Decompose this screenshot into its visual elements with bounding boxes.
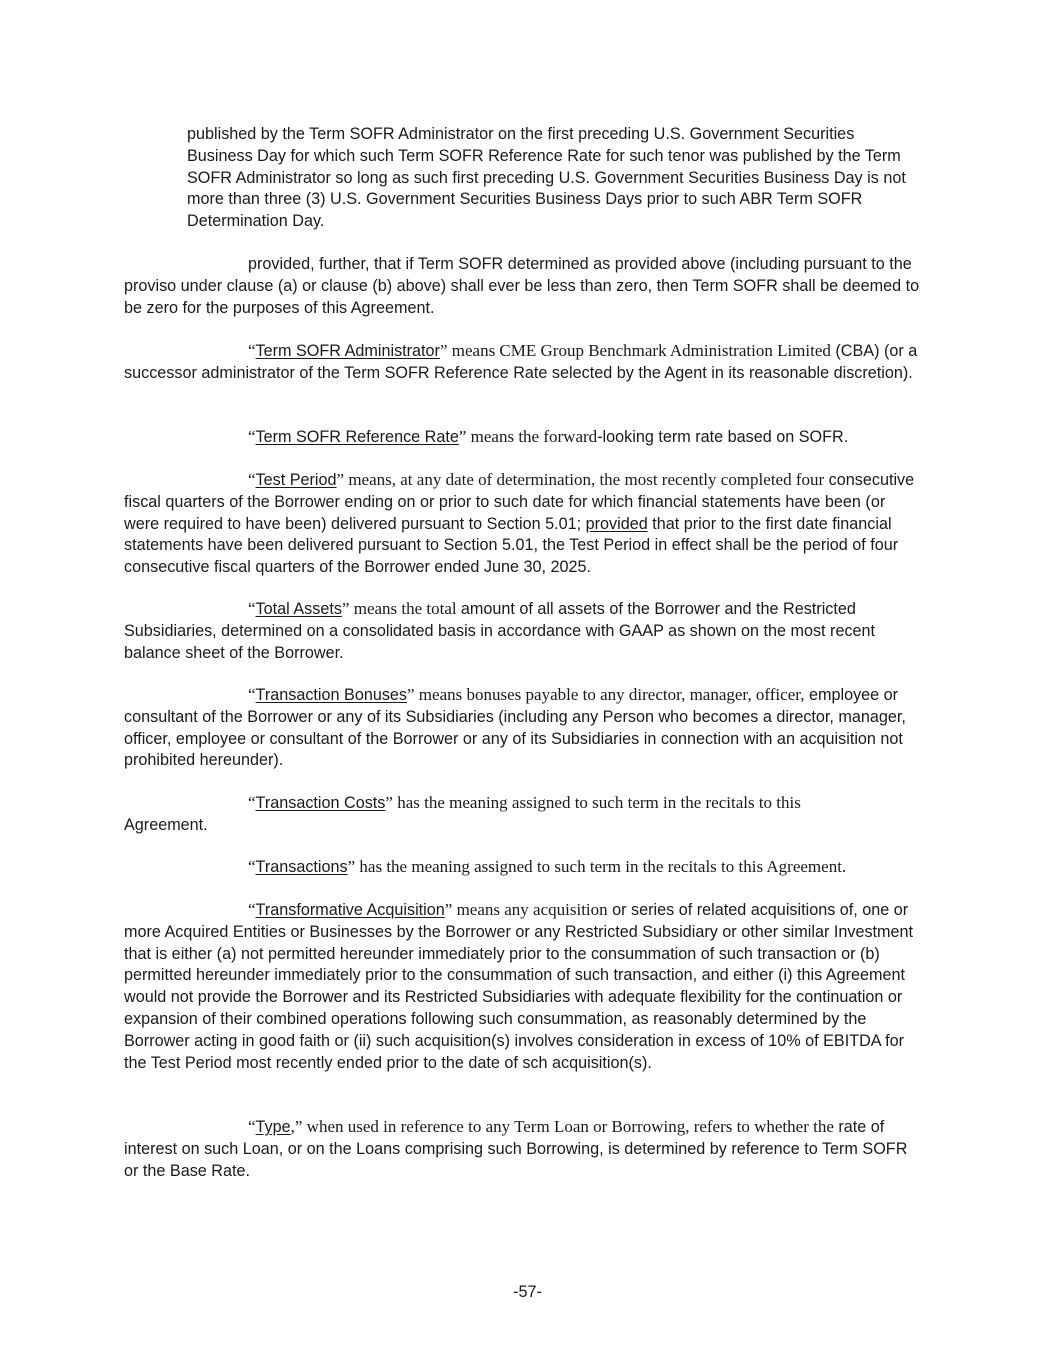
paragraph-provided-further [124,254,924,319]
open-quote: “ [248,857,256,876]
definition-body: consecutive fiscal quarters of the Borrower ending on or prior to such date for which financial statements have been (or were required to have been) delivered pursuant to Section 5.01; [124,471,915,533]
definition-body: (CBA) (or a successor administrator of the Term SOFR Reference Rate selected by the Agent in its reasonable discretion). [124,342,918,382]
definition-lead: ” means, at any date of determination, the most recently completed four [336,470,825,489]
definition-lead: ” means the total [341,599,461,618]
definition-body: amount of all assets of the Borrower and the Restricted Subsidiaries, determined on a consolidated basis in accordance with GAAP as shown on the most recent balance sheet of the Borrower. [124,600,876,662]
open-quote: “ [248,685,256,704]
definition-lead: ” has the meaning assigned to such term in the recitals to this Agreement. [347,857,847,876]
definition-lead: ” means any acquisition [444,900,608,919]
open-quote: “ [248,470,256,489]
defined-term: Term SOFR Reference Rate [255,428,459,446]
open-quote: “ [248,900,256,919]
paragraph-continuation [187,124,922,233]
definition-lead: ” means CME Group Benchmark Administration Limited [439,341,831,360]
open-quote: “ [248,1117,256,1136]
paragraph-text: provided, further, that if Term SOFR determined as provided above (including pursuant to the proviso under clause (a) or clause (b) above) shall ever be less than zero, then Term SOFR shall be deemed to be zero for the purposes of this Agreement. [124,255,920,317]
definition-lead: ” means bonuses payable to any director, manager, officer, [407,685,805,704]
definition-body: rate of interest on such Loan, or on the Loans comprising such Borrowing, is determined by reference to Term SOFR or the Base Rate. [124,1118,908,1180]
open-quote: “ [248,427,256,446]
definition-lead: ,” when used in reference to any Term Loan or Borrowing, refers to whether the [290,1117,834,1136]
definition-test-period [124,469,924,579]
paragraph-text: published by the Term SOFR Administrator on the first preceding U.S. Government Securities Business Day for which such Term SOFR Reference Rate for such tenor was published by the Term SOFR Administrator so long as such first preceding U.S. Government Securities Business Day is not more than three (3) U.S. Government Securities Business Days prior to such ABR Term SOFR Determination Day. [187,125,906,231]
open-quote: “ [248,341,256,360]
defined-term: Transaction Bonuses [255,686,408,704]
definition-transactions [124,856,924,879]
definition-body: or series of related acquisitions of, one or more Acquired Entities or Businesses by the Borrower or any Restricted Subsidiary or other similar Investment that is either (a) not permitted hereunder immediately prior to the consummation of such transaction or (b) permitted hereunder immediately prior to the consummation of such transaction, and either (i) this Agreement would not provide the Borrower and its Restricted Subsidiaries with adequate flexibility for the continuation or expansion of their combined operations following such consummation, as reasonably determined by the Borrower acting in good faith or (ii) such acquisition(s) involves consideration in excess of 10% of EBITDA for the Test Period most recently ended prior to the date of sch acquisition(s). [124,901,914,1072]
definition-body: -looking term rate based on SOFR. [597,428,849,446]
definition-transformative-acquisition [124,899,924,1074]
defined-term: Transformative Acquisition [255,901,445,919]
open-quote: “ [248,793,256,812]
defined-term: Term SOFR Administrator [255,342,440,360]
defined-term: Transactions [255,858,348,876]
defined-term: Total Assets [255,600,342,618]
definition-transaction-costs [124,792,924,837]
defined-term: Type [255,1118,291,1136]
definition-type [124,1116,924,1182]
definition-body-continued: that prior to the first date financial statements have been delivered pursuant to Section 5.01, the Test Period in effect shall be the period of four consecutive fiscal quarters of the Borrower ended June 30, 2025. [124,514,899,577]
definition-lead: ” means the forward [458,427,598,446]
definition-term-sofr-administrator [124,340,924,385]
definition-transaction-bonuses [124,684,924,772]
defined-term: Transaction Costs [255,794,386,812]
definition-body: employee or consultant of the Borrower or any of its Subsidiaries (including any Person who becomes a director, manager, officer, employee or consultant of the Borrower or any of its Subsidiaries in connection with an acquisition not prohibited hereunder). [124,686,906,770]
defined-term: Test Period [255,471,337,489]
definition-body: Agreement. [124,815,208,834]
page-number: -57- [513,1283,542,1301]
definition-term-sofr-reference-rate [124,426,924,449]
definition-total-assets [124,598,924,664]
definition-lead: ” has the meaning assigned to such term in the recitals to this [385,793,801,812]
open-quote: “ [248,599,256,618]
provided-term: provided [585,514,648,533]
